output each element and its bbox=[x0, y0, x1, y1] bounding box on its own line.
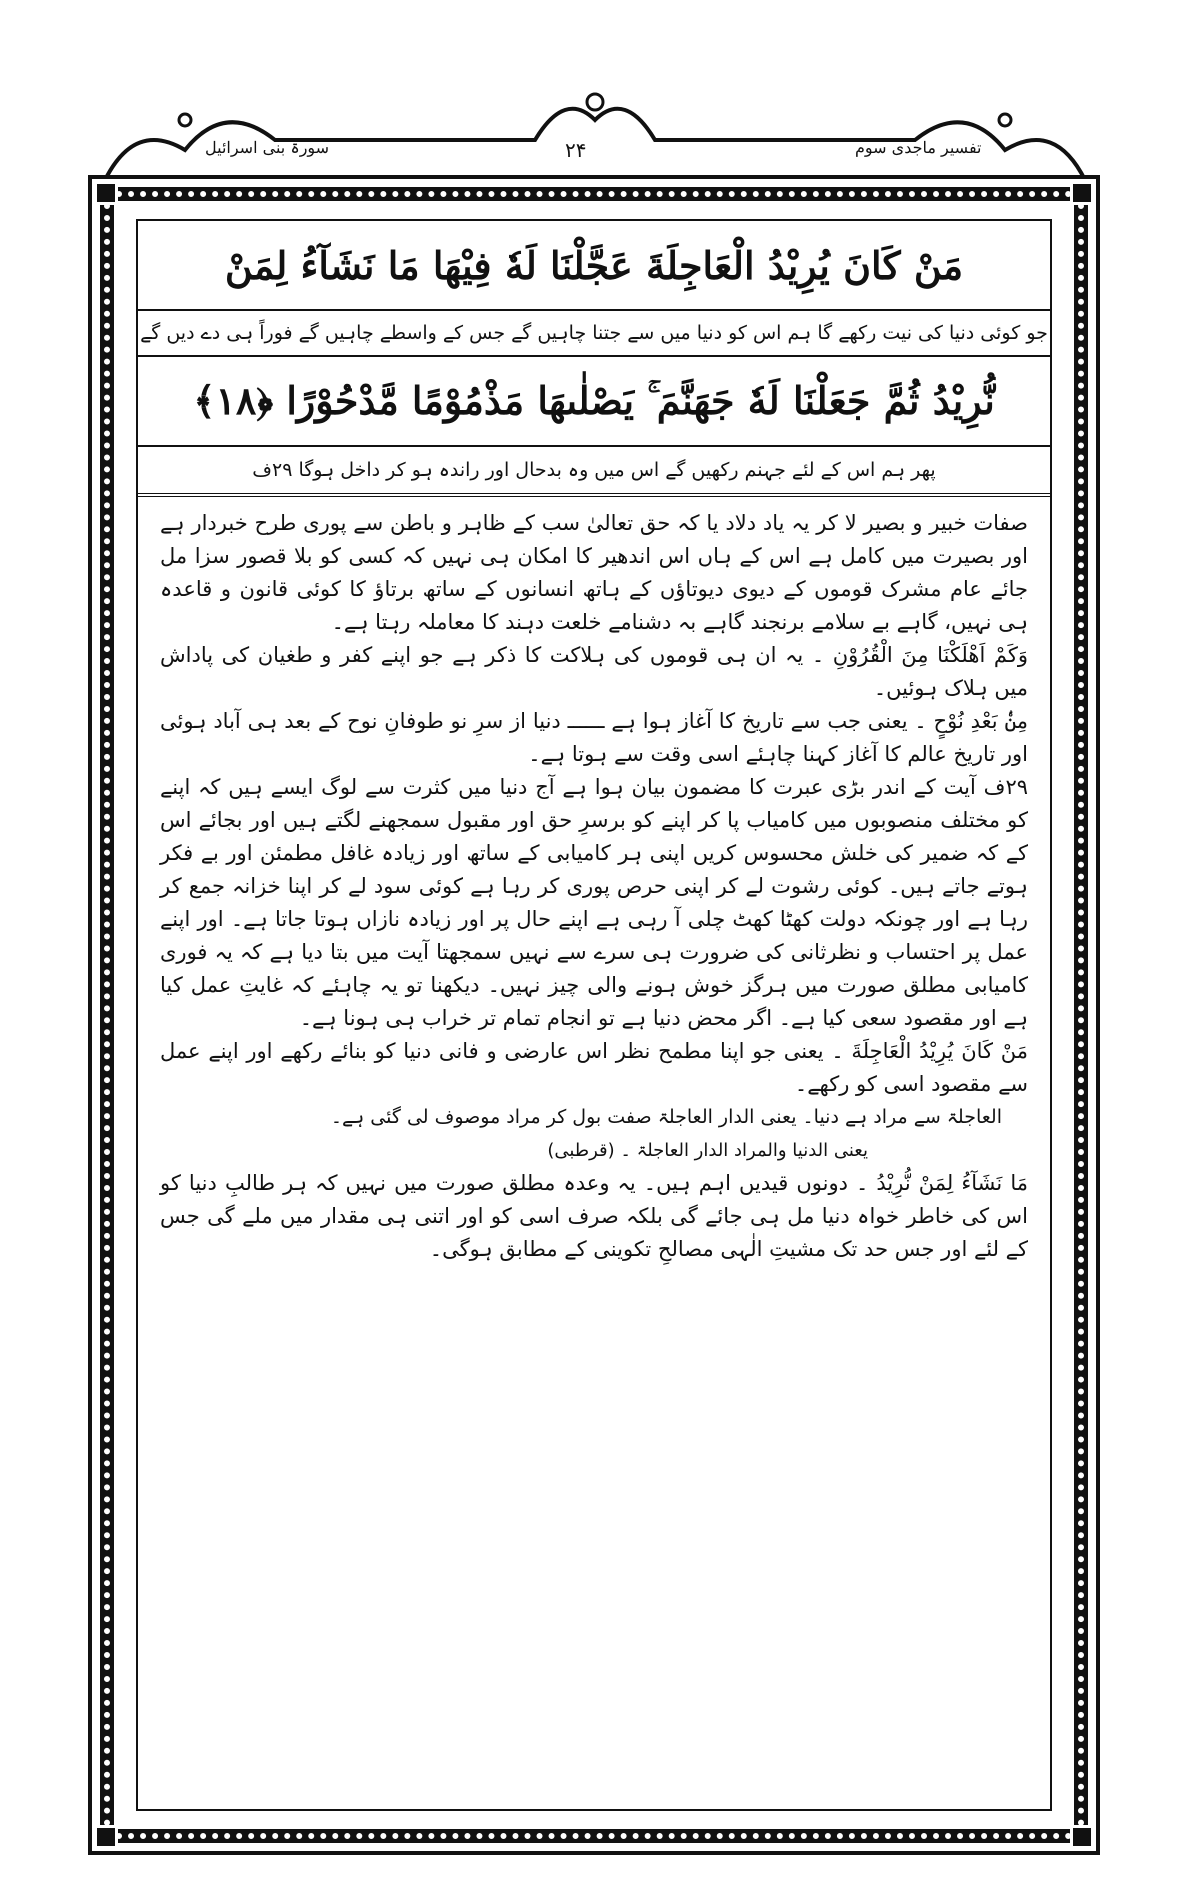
corner-ornament bbox=[94, 1825, 118, 1849]
verse-translation: جو کوئی دنیا کی نیت رکھے گا ہم اس کو دنیا میں سے جتنا چاہیں گے جس کے واسطے چاہیں گے فوراً ہی دے دیں گے bbox=[138, 311, 1050, 357]
page-content bbox=[136, 219, 1052, 1811]
commentary-paragraph: وَكَمْ اَهْلَكْنَا مِنَ الْقُرُوْنِ ۔ یہ ان ہی قوموں کی ہلاکت کا ذکر ہے جو اپنے کفر و طغیان کی پاداش میں ہلاک ہوئیں۔ bbox=[160, 643, 1028, 700]
commentary-note: العاجلۃ سے مراد ہے دنیا۔ یعنی الدار العاجلۃ صفت بول کر مراد موصوف لی گئی ہے۔ bbox=[330, 1106, 1002, 1128]
commentary-paragraph: ۲۹ف آیت کے اندر بڑی عبرت کا مضمون بیان ہوا ہے آج دنیا میں کثرت سے لوگ ایسے ہیں کہ اپنے کو مختلف منصوبوں میں کامیاب پا کر اپنے کو برسرِ حق اور مقبول سمجھنے لگتے ہیں اور بجائے اس کے کہ ضمیر کی خلش محسوس کریں اپنی ہر کامیابی کے ساتھ اور زیادہ غافل مطمئن اور بے فکر ہوتے جاتے ہیں۔ کوئی رشوت لے کر اپنی حرص پوری کر رہا ہے کوئی سود لے کر اپنا خزانہ جمع کر رہا ہے اور چونکہ دولت کھٹا کھٹ چلی آ رہی ہے اپنے حال پر اور زیادہ نازاں ہوتا جاتا ہے۔ اور اپنے عمل پر احتساب و نظرثانی کی ضرورت ہی سرے سے نہیں سمجھتا آیت میں بتا دیا ہے کہ یہ فوری کامیابی مطلق صورت میں ہرگز خوش ہونے والی چیز نہیں۔ دیکھنا تو یہ چاہئے کہ غایتِ عمل کیا ہے اور مقصود سعی کیا ہے۔ اگر محض دنیا ہے تو انجام تمام تر خراب ہی ہونا ہے۔ bbox=[160, 775, 1028, 1030]
commentary-paragraph: صفات خبیر و بصیر لا کر یہ یاد دلاد یا کہ حق تعالیٰ سب کے ظاہر و باطن سے پوری طرح خبردار ہے اور بصیرت میں کامل ہے اس کے ہاں اس اندھیر کا امکان ہی نہیں کہ کسی کو بلا قصور سزا مل جائے عام مشرک قوموں کے دیوی دیوتاؤں کے ہاتھ انسانوں کے ساتھ برتاؤ کا کوئی قانون و قاعدہ ہی نہیں، گاہے بے سلامے برنجند گاہے بہ دشنامے خلعت دہند کا معاملہ رہتا ہے۔ bbox=[160, 511, 1028, 634]
commentary bbox=[138, 497, 1050, 1266]
header-ornament bbox=[95, 80, 1095, 190]
commentary-paragraph: مَا نَشَآءُ لِمَنْ نُّرِيْدُ ۔ دونوں قیدیں اہم ہیں۔ یہ وعدہ مطلق صورت میں نہیں کہ ہر طالبِ دنیا کو اس کی خاطر خواہ دنیا مل ہی جائے گی بلکہ صرف اسی کو اور اتنی ہی مقدار میں ملے گی جس کے لئے اور جس حد تک مشیتِ الٰہی مصالحِ تکوینی کے مطابق ہوگی۔ bbox=[160, 1171, 1028, 1261]
page-header bbox=[95, 80, 1095, 190]
commentary-citation: یعنی الدنیا والمراد الدار العاجلۃ ۔ (قرطبی) bbox=[547, 1140, 868, 1161]
commentary-paragraph: مَنْ كَانَ يُرِيْدُ الْعَاجِلَةَ ۔ یعنی جو اپنا مطمح نظر اس عارضی و فانی دنیا کو بنائے رکھے اور اپنے عمل سے مقصود اسی کو رکھے۔ bbox=[160, 1039, 1028, 1096]
book-label: تفسیر ماجدی سوم bbox=[855, 138, 982, 157]
verse-translation: پھر ہم اس کے لئے جہنم رکھیں گے اس میں وہ بدحال اور راندہ ہو کر داخل ہوگا ۲۹ف bbox=[138, 447, 1050, 497]
surah-label: سورۃ بنی اسرائیل bbox=[205, 138, 330, 157]
page-frame bbox=[88, 175, 1100, 1855]
verse-arabic: نُّرِيْدُ ثُمَّ جَعَلْنَا لَهٗ جَهَنَّمَ ۚ يَصْلٰىهَا مَذْمُوْمًا مَّدْحُوْرًا ﴿۱۸﴾ bbox=[138, 357, 1050, 447]
page-number: ۲۴ bbox=[565, 138, 587, 162]
commentary-paragraph: مِنْۢ بَعْدِ نُوْحٍ ۔ یعنی جب سے تاریخ کا آغاز ہوا ہے ــــــ دنیا از سرِ نو طوفانِ نوح کے بعد ہی آباد ہوئی اور تاریخ عالم کا آغاز کہنا چاہئے اسی وقت سے ہوتا ہے۔ bbox=[160, 709, 1028, 766]
verse-arabic: مَنْ كَانَ يُرِيْدُ الْعَاجِلَةَ عَجَّلْنَا لَهٗ فِيْهَا مَا نَشَآءُ لِمَنْ bbox=[138, 221, 1050, 311]
corner-ornament bbox=[1070, 1825, 1094, 1849]
corner-ornament bbox=[1070, 181, 1094, 205]
corner-ornament bbox=[94, 181, 118, 205]
